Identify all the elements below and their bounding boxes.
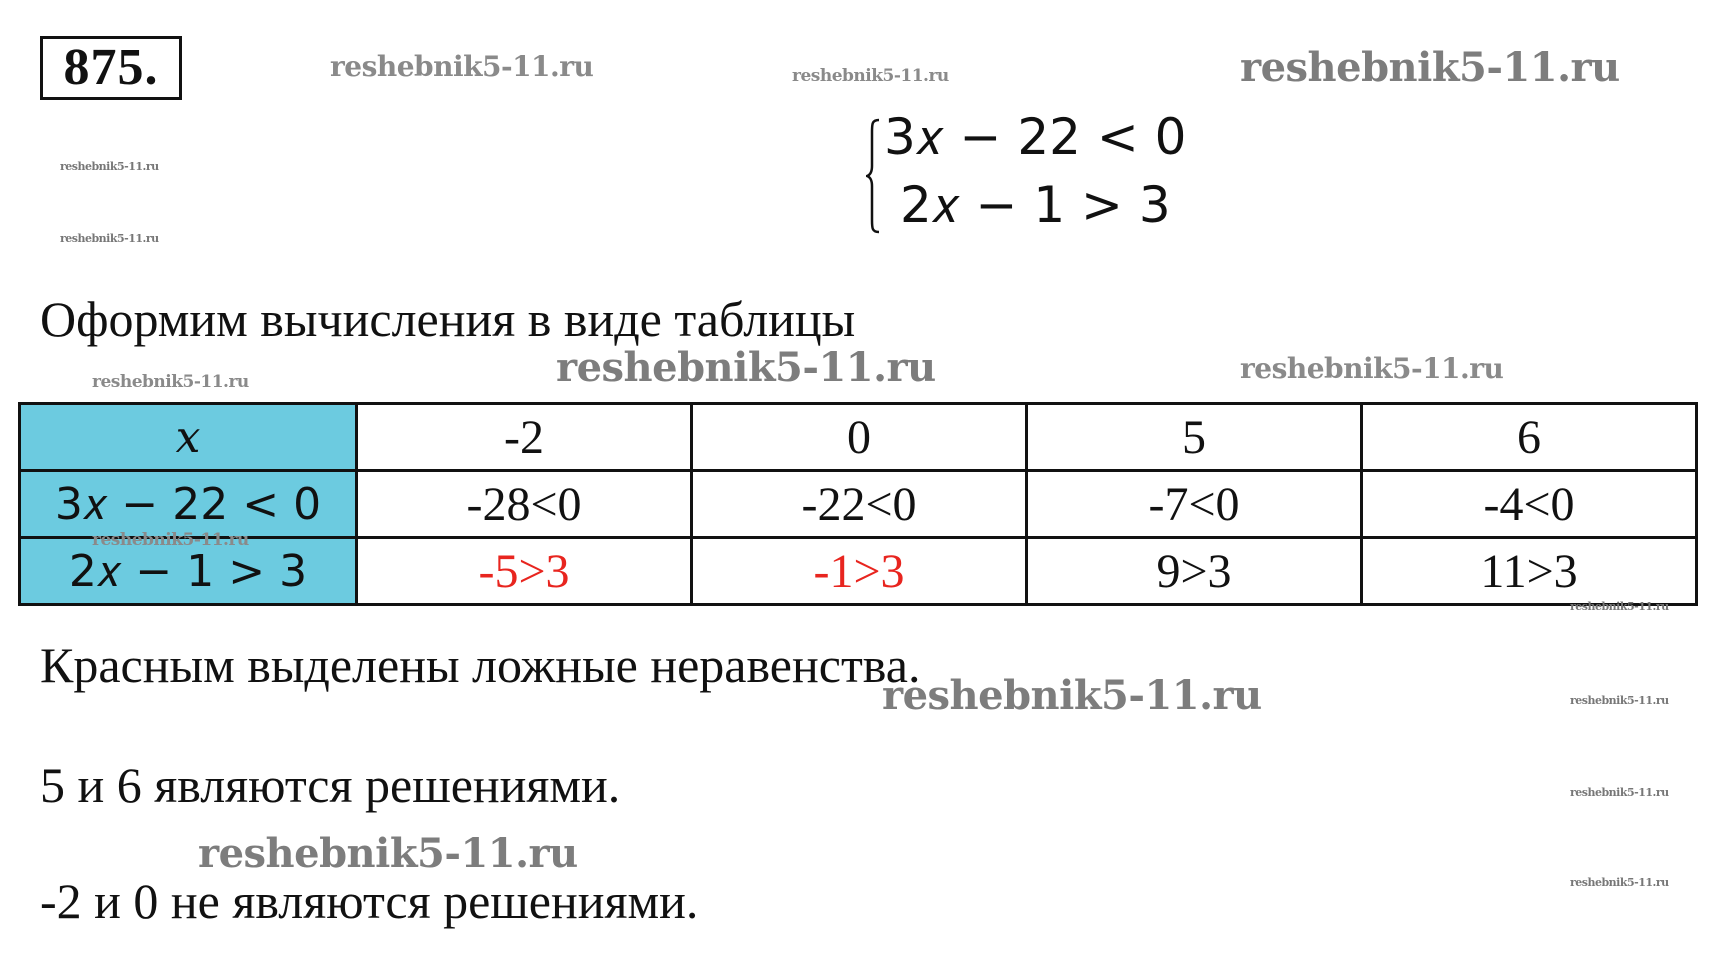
- header-cell: 5: [1027, 404, 1362, 471]
- red-note-text: Красным выделены ложные неравенства.: [40, 637, 921, 693]
- problem-number: 875.: [40, 36, 182, 100]
- watermark: reshebnik5-11.ru: [1570, 694, 1669, 707]
- inequality-1: 3𝑥 − 22 < 0: [884, 108, 1187, 166]
- table-cell: 9>3: [1027, 538, 1362, 605]
- table-cell: -7<0: [1027, 471, 1362, 538]
- table-row: [20, 538, 1697, 605]
- watermark: reshebnik5-11.ru: [792, 66, 949, 86]
- header-cell: 0: [692, 404, 1027, 471]
- table-cell: 11>3: [1362, 538, 1697, 605]
- watermark: reshebnik5-11.ru: [1570, 600, 1669, 613]
- watermark: reshebnik5-11.ru: [1570, 876, 1669, 889]
- row-label-x: x: [20, 404, 357, 471]
- solutions-text: 5 и 6 являются решениями.: [40, 757, 621, 813]
- brace-icon: [866, 118, 880, 234]
- watermark: reshebnik5-11.ru: [60, 160, 159, 173]
- watermark: reshebnik5-11.ru: [92, 372, 249, 392]
- row-label-inequality-1: 3𝑥 − 22 < 0: [20, 471, 357, 538]
- watermark: reshebnik5-11.ru: [1570, 786, 1669, 799]
- watermark: reshebnik5-11.ru: [556, 344, 936, 391]
- table-cell: -22<0: [692, 471, 1027, 538]
- watermark: reshebnik5-11.ru: [330, 50, 594, 83]
- watermark: reshebnik5-11.ru: [60, 232, 159, 245]
- header-cell: 6: [1362, 404, 1697, 471]
- watermark: reshebnik5-11.ru: [92, 530, 249, 550]
- table-cell-false: -1>3: [692, 538, 1027, 605]
- watermark: reshebnik5-11.ru: [1240, 352, 1504, 385]
- table-cell: -4<0: [1362, 471, 1697, 538]
- watermark: reshebnik5-11.ru: [882, 672, 1262, 719]
- table-row: [20, 471, 1697, 538]
- non-solutions-text: -2 и 0 не являются решениями.: [40, 873, 699, 929]
- values-table: [18, 402, 1698, 606]
- watermark: reshebnik5-11.ru: [1240, 44, 1620, 91]
- inequality-2: 2𝑥 − 1 > 3: [900, 176, 1171, 234]
- watermark: reshebnik5-11.ru: [198, 830, 578, 877]
- table-header-row: [20, 404, 1697, 471]
- table-cell-false: -5>3: [357, 538, 692, 605]
- table-cell: -28<0: [357, 471, 692, 538]
- header-cell: -2: [357, 404, 692, 471]
- intro-text: Оформим вычисления в виде таблицы: [40, 291, 856, 347]
- row-label-inequality-2: 2𝑥 − 1 > 3: [20, 538, 357, 605]
